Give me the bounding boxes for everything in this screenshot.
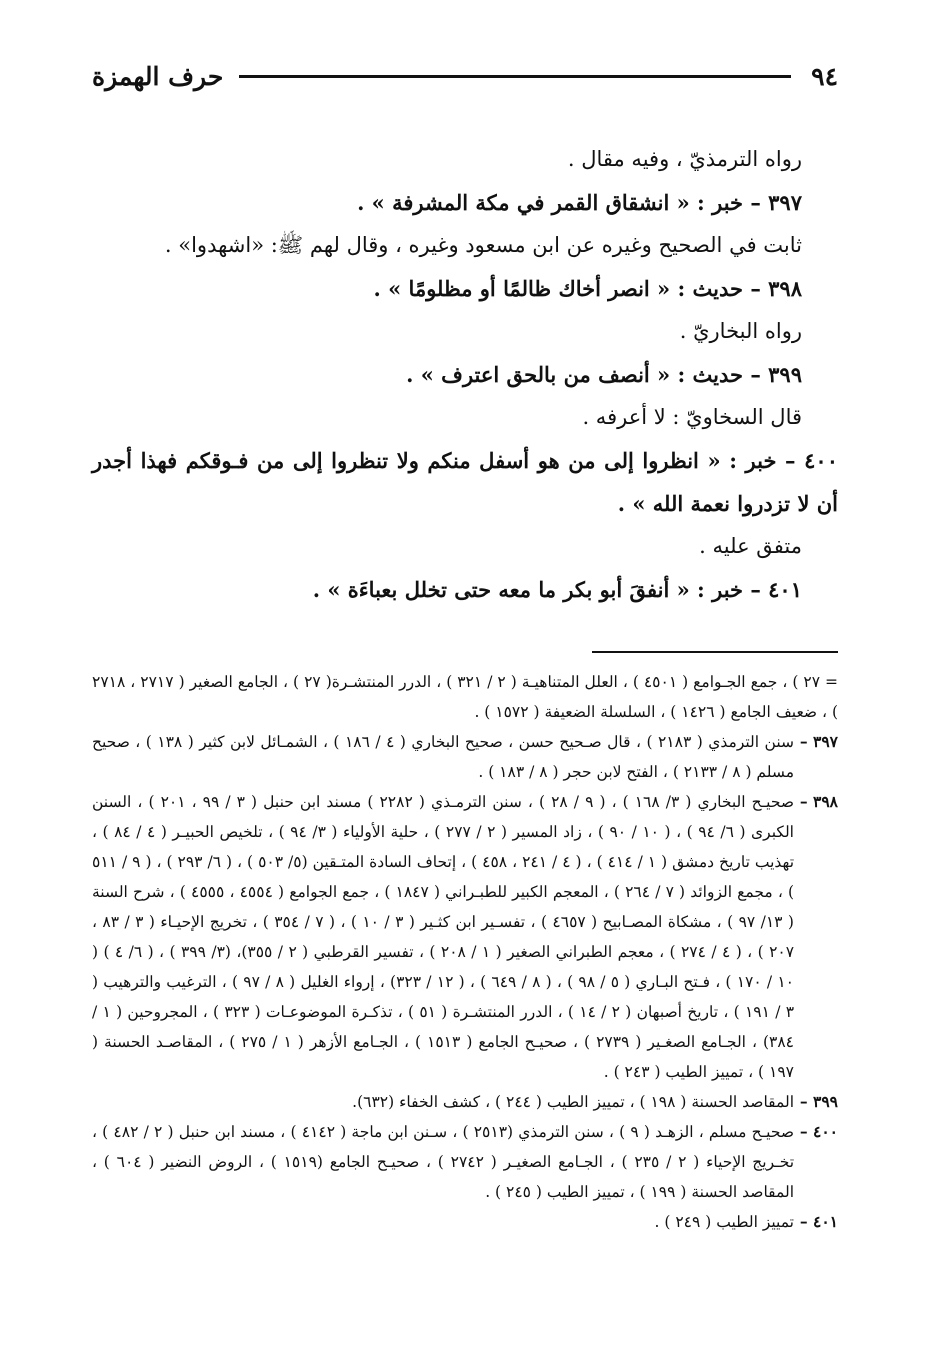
text-line: ثابت في الصحيح وغيره عن ابن مسعود وغيره ، وقال لهم ﷺ: «اشهدوا» . xyxy=(164,233,802,257)
footnote-398 xyxy=(92,787,838,1087)
footnotes xyxy=(92,667,838,1237)
footnote-text: سنن الترمذي ( ٢١٨٣ ) ، قال صـحيح حسن ، صحيح البخاري ( ٤ / ١٨٦ ) ، الشمـائل لابن كثير ( ١٣٨ ) ، صحيح مسلم ( ٨ / ٢١٣٣ ) ، الفتح لابن حجر ( ٨ / ١٨٣ ) . xyxy=(92,733,795,781)
footnote-text: تمييز الطيب ( ٢٤٩ ) . xyxy=(654,1213,794,1231)
footnote-397 xyxy=(92,727,838,787)
text-line: متفق عليه . xyxy=(699,534,802,558)
footnote-401 xyxy=(92,1207,838,1237)
header-rule xyxy=(239,75,791,78)
footnote-number: ٣٩٧ – xyxy=(799,732,838,751)
footnote-number: ٤٠٠ – xyxy=(799,1122,838,1141)
footnote-number: ٣٩٨ – xyxy=(799,792,838,811)
footnote-399 xyxy=(92,1087,838,1117)
footnote-text: صحيـح مسلم ، الزهـد ( ٩ ) ، سنن الترمذي (٢٥١٣ ) ، سـنن ابن ماجة ( ٤١٤٢ ) ، مسند ابن حنبل ( ٢ / ٤٨٢ ) ، تخـريج الإحياء ( ٢ / ٢٣٥ ) ، الجـامع الصغيـر ( ٢٧٤٢ ) ، صحيـح الجامع (١٥١٩ ) ، الروض النضير ( ٦٠٤ ) ، المقاصد الحسنة ( ١٩٩ ) ، تمييز الطيب ( ٢٤٥ ) . xyxy=(92,1123,795,1201)
footnote-text: المقاصد الحسنة ( ١٩٨ ) ، تمييز الطيب ( ٢٤٤ ) ، كشف الخفاء (٦٣٢). xyxy=(352,1093,794,1111)
text-line: رواه البخاريّ . xyxy=(679,319,802,343)
footnote-continuation xyxy=(92,667,838,727)
entry-399: ٣٩٩ – حديث : « أنصف من بالحق اعترف » . xyxy=(406,362,802,387)
footnote-text: = ٢٧ ) ، جمع الجـوامع ( ٤٥٠١ ) ، العلل المتناهيـة ( ٢ / ٣٢١ ) ، الدرر المنتشـرة( ٢٧ ) ، الجامع الصغير ( ٢٧١٧ ، ٢٧١٨ ) ، ضعيف الجامع ( ١٤٢٦ ) ، السلسلة الضعيفة ( ١٥٧٢ ) . xyxy=(92,673,838,721)
entry-401: ٤٠١ – خبر : « أنفقَ أبو بكر ما معه حتى تخلل بعباءَة » . xyxy=(312,577,802,602)
entry-400: ٤٠٠ – خبر : « انظروا إلى من هو أسفل منكم ولا تنظروا إلى من فـوقكم فهذا أجدر أن لا تزدروا نعمة الله » . xyxy=(92,448,838,516)
main-text xyxy=(92,138,838,611)
footnote-400 xyxy=(92,1117,838,1207)
page-number: ٩٤ xyxy=(811,61,838,91)
entry-397: ٣٩٧ – خبر : « انشقاق القمر في مكة المشرفة » . xyxy=(357,190,802,215)
footnote-number: ٤٠١ – xyxy=(799,1212,838,1231)
text-line: رواه الترمذيّ ، وفيه مقال . xyxy=(567,147,802,171)
text-line: قال السخاويّ : لا أعرفه . xyxy=(582,405,802,429)
footnote-number: ٣٩٩ – xyxy=(799,1092,838,1111)
footnote-separator xyxy=(592,651,838,653)
running-head: حرف الهمزة xyxy=(92,61,224,91)
entry-398: ٣٩٨ – حديث : « انصر أخاك ظالمًا أو مظلومًا » . xyxy=(373,276,802,301)
book-page xyxy=(92,52,838,1312)
page-header xyxy=(92,52,838,100)
footnote-text: صحيـح البخاري ( ٣/ ١٦٨ ) ، ( ٩ / ٢٨ ) ، سنن الترمـذي ( ٢٢٨٢ ) مسند ابن حنبل ( ٣ / ٩٩ ، ٢٠١ ) ، السنن الكبرى ( ٦/ ٩٤ ) ، ( ١٠ / ٩٠ ) ، زاد المسير ( ٢ / ٢٧٧ ) ، حلية الأولياء ( ٣/ ٩٤ ) ، تلخيص الحبيـر ( ٤ / ٨٤ ) ، تهذيب تاريخ دمشق ( ١ / ٤١٤ ) ، ( ٤ / ٢٤١ ، ٤٥٨ ) ، إتحاف السادة المتـقين (٥/ ٥٠٣ ) ، ( ٦/ ٢٩٣ ) ، ( ٩ / ٥١١ ) ، مجمع الزوائد ( ٧ / ٢٦٤ ) ، المعجم الكبير للطبـراني ( ١٨٤٧ ) ، جمع الجوامع ( ٤٥٥٤ ، ٤٥٥٥ ) ، شرح السنة ( ١٣/ ٩٧ ) ، مشكاة المصـابيح ( ٤٦٥٧ ) ، تفسـير ابن كثـير ( ٣ / ١٠ ) ، ( ٧ / ٣٥٤ ) ، تخريج الإحيـاء ( ٣ / ٨٣ ، ٢٠٧ ) ، ( ٤ / ٢٧٤ ) ، معجم الطبراني الصغير ( ١ / ٢٠٨ ) ، تفسير القرطبي ( ٢ / ٣٥٥)، (٣/ ٣٩٩ ) ، ( ٦/ ٤ ) ( ١٠ / ١٧٠ ) ، فـتح البـاري ( ٥ / ٩٨ ) ، ( ٨ / ٦٤٩ ) ، ( ١٢ / ٣٢٣) ، إرواء الغليل ( ٨ / ٩٧ ) ، الترغيب والترهيب ( ٣ / ١٩١ ) ، تاريخ أصبهان ( ٢ / ١٤ ) ، الدرر المنتشـرة ( ٥١ ) ، تذكـرة الموضوعـات ( ٣٢٣ ) ، المجروحين ( ١ / ٣٨٤) ، الجـامع الصغـير ( ٢٧٣٩ ) ، صحيـح الجامع ( ١٥١٣ ) ، الجـامع الأزهر ( ١ / ٢٧٥ ) ، المقاصـد الحسنة ( ١٩٧ ) ، تمييز الطيب ( ٢٤٣ ) . xyxy=(92,793,795,1081)
